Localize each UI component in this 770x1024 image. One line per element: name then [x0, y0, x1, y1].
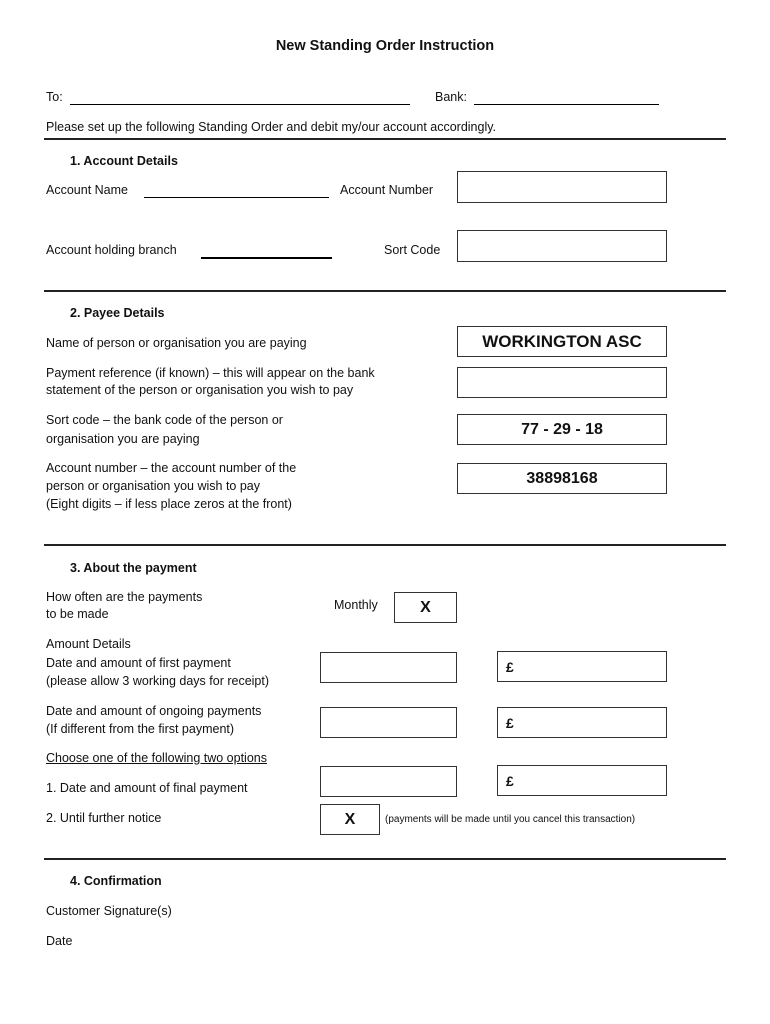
branch-label: Account holding branch	[46, 243, 177, 257]
first-payment-label-line-1: Date and amount of first payment	[46, 656, 231, 670]
divider	[44, 138, 726, 140]
section-2-heading: 2. Payee Details	[70, 306, 165, 320]
bank-label: Bank:	[435, 90, 467, 104]
ongoing-payment-amount-box[interactable]: £	[497, 707, 667, 738]
amount-details-label: Amount Details	[46, 637, 131, 651]
bank-field[interactable]	[474, 104, 659, 105]
sort-code-label: Sort Code	[384, 243, 441, 257]
section-1-heading: 1. Account Details	[70, 154, 178, 168]
ongoing-payment-date-box[interactable]	[320, 707, 457, 738]
first-payment-amount-box[interactable]: £	[497, 651, 667, 682]
final-payment-amount-box[interactable]: £	[497, 765, 667, 796]
section-3-heading: 3. About the payment	[70, 561, 197, 575]
payee-sort-label-line-1: Sort code – the bank code of the person or	[46, 413, 283, 427]
payee-accnum-label-line-2: person or organisation you wish to pay	[46, 479, 261, 493]
customer-signature-label: Customer Signature(s)	[46, 904, 172, 918]
account-name-label: Account Name	[46, 183, 128, 197]
payee-accnum-label-line-3: (Eight digits – if less place zeros at the front)	[46, 497, 292, 511]
sort-code-box[interactable]	[457, 230, 667, 262]
first-payment-label-line-2: (please allow 3 working days for receipt)	[46, 674, 270, 688]
to-label: To:	[46, 90, 63, 104]
divider	[44, 858, 726, 860]
divider	[44, 544, 726, 546]
until-further-notice-note: (payments will be made until you cancel this transaction)	[385, 814, 636, 825]
ongoing-payment-label-line-2: (If different from the first payment)	[46, 722, 235, 736]
payee-name-box[interactable]: WORKINGTON ASC	[457, 326, 667, 357]
account-number-label: Account Number	[340, 183, 434, 197]
reference-label-line-2: statement of the person or organisation you wish to pay	[46, 383, 354, 397]
final-payment-date-box[interactable]	[320, 766, 457, 797]
payee-sort-code-box[interactable]: 77 - 29 - 18	[457, 414, 667, 445]
monthly-checkbox[interactable]: X	[394, 592, 457, 623]
to-field[interactable]	[70, 104, 410, 105]
payee-account-number-box[interactable]: 38898168	[457, 463, 667, 494]
intro-text: Please set up the following Standing Order and debit my/our account accordingly.	[46, 120, 497, 134]
account-number-box[interactable]	[457, 171, 667, 203]
date-label: Date	[46, 934, 73, 948]
ongoing-payment-label-line-1: Date and amount of ongoing payments	[46, 704, 262, 718]
payee-accnum-label-line-1: Account number – the account number of the	[46, 461, 297, 475]
reference-box[interactable]	[457, 367, 667, 398]
branch-field[interactable]	[201, 257, 332, 259]
final-payment-label: 1. Date and amount of final payment	[46, 781, 248, 795]
reference-label-line-1: Payment reference (if known) – this will appear on the bank	[46, 366, 375, 380]
choose-option-label: Choose one of the following two options	[46, 751, 267, 765]
until-further-notice-checkbox[interactable]: X	[320, 804, 380, 835]
payee-sort-label-line-2: organisation you are paying	[46, 432, 200, 446]
section-4-heading: 4. Confirmation	[70, 874, 162, 888]
how-often-label-line-1: How often are the payments	[46, 590, 203, 604]
account-name-field[interactable]	[144, 197, 329, 198]
payee-name-label: Name of person or organisation you are paying	[46, 336, 307, 350]
divider	[44, 290, 726, 292]
monthly-label: Monthly	[334, 598, 378, 612]
until-further-notice-label: 2. Until further notice	[46, 811, 162, 825]
page-title: New Standing Order Instruction	[275, 38, 495, 54]
how-often-label-line-2: to be made	[46, 607, 109, 621]
first-payment-date-box[interactable]	[320, 652, 457, 683]
